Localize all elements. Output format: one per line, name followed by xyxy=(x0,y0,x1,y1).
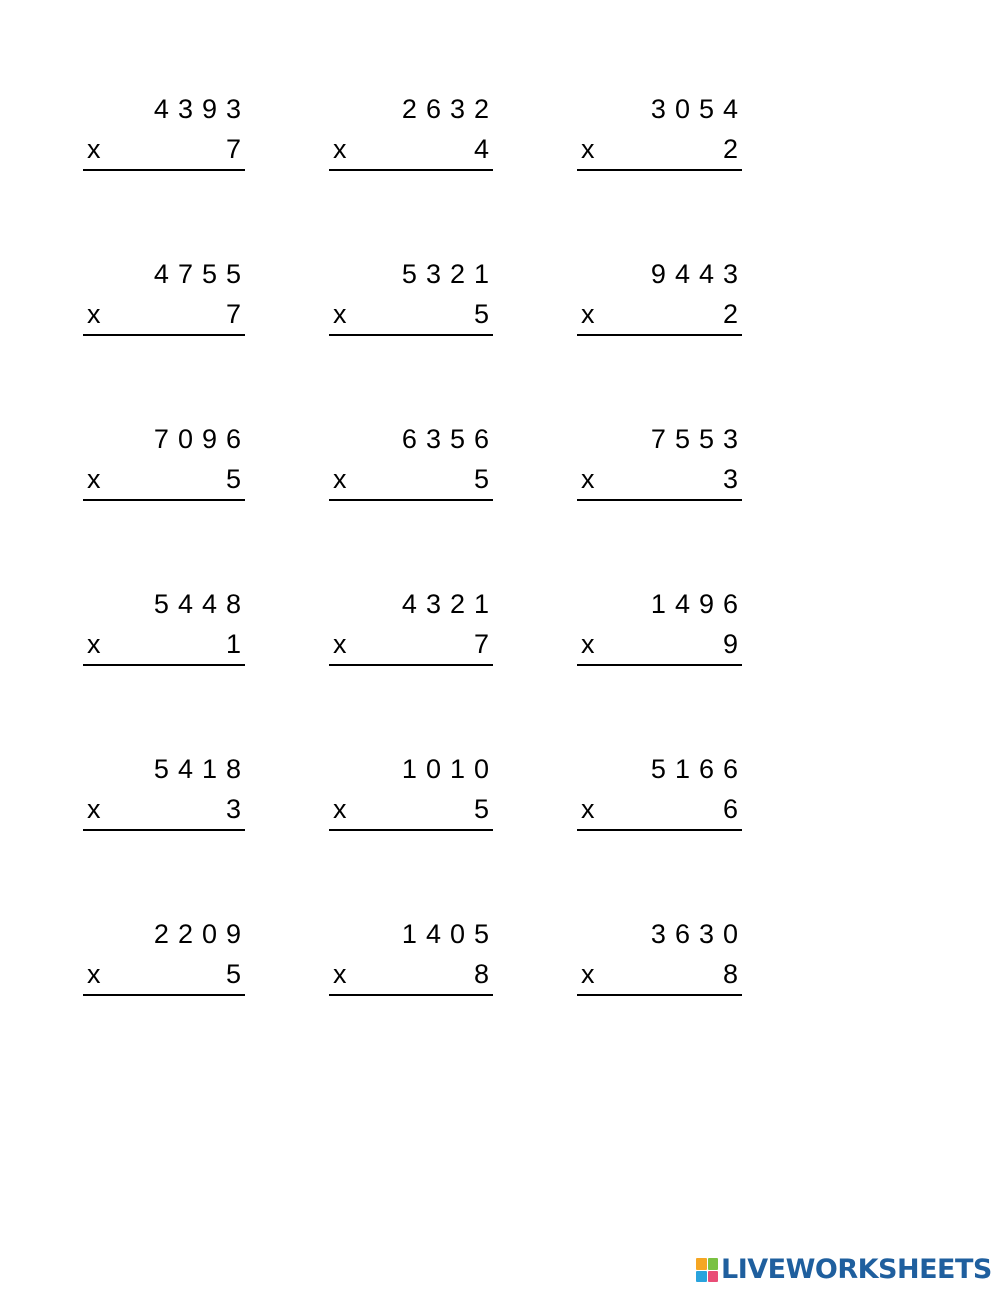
answer-line xyxy=(83,829,245,831)
multiplication-problem xyxy=(83,752,250,842)
multiply-sign: x xyxy=(581,299,595,329)
multiplication-problem xyxy=(83,917,250,1007)
multiplier: 5 xyxy=(225,464,241,494)
answer-line xyxy=(577,334,742,336)
multiplication-problem xyxy=(329,917,498,1007)
multiplier: 3 xyxy=(722,464,738,494)
multiply-sign: x xyxy=(87,464,101,494)
answer-line xyxy=(577,994,742,996)
multiplier: 2 xyxy=(722,299,738,329)
multiplicand: 7553 xyxy=(650,424,747,454)
multiplication-problem xyxy=(329,257,498,347)
answer-line xyxy=(329,994,493,996)
logo-block-3 xyxy=(696,1271,707,1283)
answer-line xyxy=(577,499,742,501)
liveworksheets-logo-icon xyxy=(696,1258,718,1282)
multiplier: 1 xyxy=(225,629,241,659)
multiply-sign: x xyxy=(87,629,101,659)
logo-block-1 xyxy=(696,1258,707,1270)
answer-line xyxy=(329,829,493,831)
multiplicand: 5418 xyxy=(153,754,250,784)
multiplication-problem xyxy=(329,92,498,182)
multiplication-problem xyxy=(83,587,250,677)
multiplier: 5 xyxy=(473,464,489,494)
multiplication-problem xyxy=(83,422,250,512)
multiplicand: 1496 xyxy=(650,589,747,619)
answer-line xyxy=(329,664,493,666)
multiplication-problem xyxy=(83,92,250,182)
multiply-sign: x xyxy=(333,134,347,164)
multiplier: 7 xyxy=(473,629,489,659)
multiplicand: 3630 xyxy=(650,919,747,949)
multiply-sign: x xyxy=(581,959,595,989)
multiply-sign: x xyxy=(333,629,347,659)
multiplier: 8 xyxy=(473,959,489,989)
answer-line xyxy=(329,334,493,336)
multiplication-problem xyxy=(577,917,747,1007)
multiplication-problem xyxy=(577,422,747,512)
multiply-sign: x xyxy=(333,794,347,824)
multiplicand: 4321 xyxy=(401,589,498,619)
multiplicand: 2209 xyxy=(153,919,250,949)
multiplicand: 1010 xyxy=(401,754,498,784)
logo-block-4 xyxy=(708,1271,719,1283)
brand-name: LIVEWORKSHEETS xyxy=(721,1254,992,1285)
logo-block-2 xyxy=(708,1258,719,1270)
multiply-sign: x xyxy=(87,794,101,824)
multiplicand: 5321 xyxy=(401,259,498,289)
multiplicand: 7096 xyxy=(153,424,250,454)
multiplicand: 6356 xyxy=(401,424,498,454)
multiplicand: 2632 xyxy=(401,94,498,124)
multiplier: 4 xyxy=(473,134,489,164)
multiply-sign: x xyxy=(333,959,347,989)
multiplicand: 5166 xyxy=(650,754,747,784)
multiply-sign: x xyxy=(87,134,101,164)
answer-line xyxy=(83,499,245,501)
multiplier: 6 xyxy=(722,794,738,824)
multiplier: 5 xyxy=(225,959,241,989)
multiplier: 5 xyxy=(473,299,489,329)
multiplication-problem xyxy=(83,257,250,347)
multiplier: 7 xyxy=(225,134,241,164)
multiplicand: 4393 xyxy=(153,94,250,124)
multiplicand: 5448 xyxy=(153,589,250,619)
multiply-sign: x xyxy=(87,299,101,329)
multiplier: 7 xyxy=(225,299,241,329)
multiplier: 8 xyxy=(722,959,738,989)
answer-line xyxy=(577,169,742,171)
multiplicand: 3054 xyxy=(650,94,747,124)
answer-line xyxy=(83,664,245,666)
multiplication-problem xyxy=(577,92,747,182)
multiplicand: 9443 xyxy=(650,259,747,289)
multiplication-problem xyxy=(577,752,747,842)
multiplication-problem xyxy=(329,752,498,842)
multiplication-problem xyxy=(577,257,747,347)
multiply-sign: x xyxy=(581,464,595,494)
multiplier: 5 xyxy=(473,794,489,824)
multiply-sign: x xyxy=(333,464,347,494)
answer-line xyxy=(577,829,742,831)
answer-line xyxy=(329,169,493,171)
multiplier: 2 xyxy=(722,134,738,164)
liveworksheets-branding xyxy=(696,1255,992,1285)
multiply-sign: x xyxy=(581,629,595,659)
answer-line xyxy=(83,994,245,996)
multiplier: 9 xyxy=(722,629,738,659)
multiply-sign: x xyxy=(581,794,595,824)
multiply-sign: x xyxy=(333,299,347,329)
answer-line xyxy=(83,334,245,336)
multiplicand: 4755 xyxy=(153,259,250,289)
multiplication-problem xyxy=(329,587,498,677)
multiplication-problem xyxy=(329,422,498,512)
answer-line xyxy=(577,664,742,666)
multiply-sign: x xyxy=(581,134,595,164)
multiplier: 3 xyxy=(225,794,241,824)
multiply-sign: x xyxy=(87,959,101,989)
multiplication-problem xyxy=(577,587,747,677)
answer-line xyxy=(83,169,245,171)
answer-line xyxy=(329,499,493,501)
multiplicand: 1405 xyxy=(401,919,498,949)
